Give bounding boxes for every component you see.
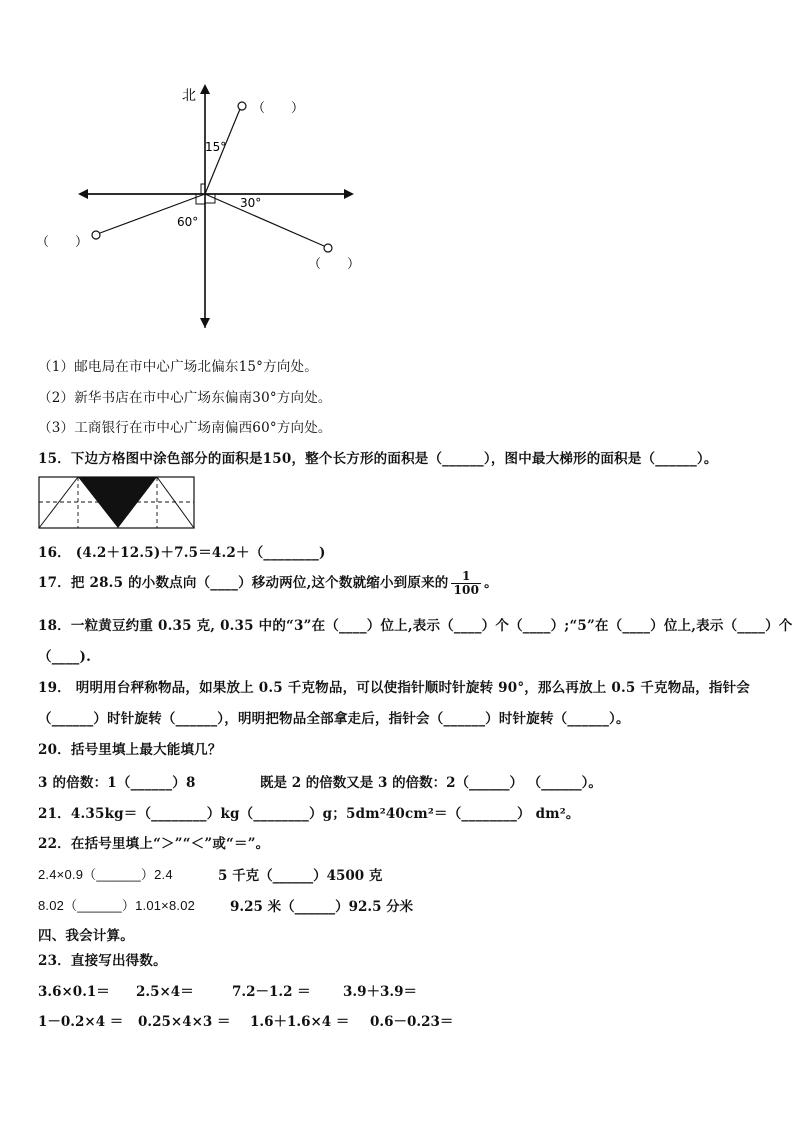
calc-2: 2.5×4＝ xyxy=(136,984,194,1000)
calc-4: 3.9＋3.9＝ xyxy=(343,984,417,1000)
question-22-r2b: 9.25 米（______）92.5 分米 xyxy=(230,899,414,915)
question-22-title: 22．在括号里填上“＞”“＜”或“＝”。 xyxy=(38,836,270,852)
calc-8: 0.6－0.23＝ xyxy=(370,1014,454,1030)
q17-text: 17．把 28.5 的小数点向（____）移动两位,这个数就缩小到原来的 xyxy=(38,575,449,591)
angle-30-label: 30° xyxy=(240,196,262,210)
post-office-blank: （ ） xyxy=(252,101,305,116)
bookstore-blank: （ ） xyxy=(308,257,361,272)
question-21: 21．4.35kg＝（________）kg（________）g；5dm²40cm²＝（________） dm²。 xyxy=(38,806,580,822)
question-20-left: 3 的倍数：1（______）8 xyxy=(38,775,196,791)
calc-7: 1.6＋1.6×4 ＝ xyxy=(250,1014,350,1030)
question-17: 17．把 28.5 的小数点向（____）移动两位,这个数就缩小到原来的 $\frac{1}{100}$ 。 xyxy=(38,569,498,597)
question-22-r1b: 5 千克（______）4500 克 xyxy=(218,868,383,884)
question-16: 16． (4.2＋12.5)＋7.5＝4.2＋（________) xyxy=(38,545,326,561)
question-22-r2a: 8.02（______）1.01×8.02 xyxy=(38,898,196,913)
bank-blank: （ ） xyxy=(36,235,89,250)
question-20-right: 既是 2 的倍数又是 3 的倍数：2（______） （______）。 xyxy=(260,775,602,791)
question-15: 15．下边方格图中涂色部分的面积是150，整个长方形的面积是（______），图中最大梯形的面积是（______）。 xyxy=(38,451,718,467)
question-19-line-2: （______）时针旋转（______），明明把物品全部拿走后，指针会（______）时针旋转（______）。 xyxy=(38,711,630,727)
question-22-r1a: 2.4×0.9（______）2.4 xyxy=(38,867,173,882)
q14-item-1: （1）邮电局在市中心广场北偏东15°方向处。 xyxy=(38,359,318,375)
q14-item-3: （3）工商银行在市中心广场南偏西60°方向处。 xyxy=(38,420,332,436)
angle-60-label: 60° xyxy=(177,215,199,229)
angle-15-label: 15° xyxy=(205,140,227,154)
calc-1: 3.6×0.1＝ xyxy=(38,984,110,1000)
post-office-point xyxy=(238,102,246,110)
trapezoid-grid-figure xyxy=(38,476,196,530)
question-18-line-1: 18．一粒黄豆约重 0.35 克, 0.35 中的“3”在（____）位上,表示（____）个（____）;“5”在（____）位上,表示（____）个 xyxy=(38,618,793,634)
north-label: 北 xyxy=(182,88,196,104)
question-19-line-1: 19． 明明用台秤称物品，如果放上 0.5 千克物品，可以使指针顺时针旋转 90°，那么再放上 0.5 千克物品，指针会 xyxy=(38,680,750,696)
direction-diagram xyxy=(30,78,370,334)
bank-point xyxy=(92,231,100,239)
bookstore-point xyxy=(324,244,332,252)
question-18-line-2: （____). xyxy=(38,649,91,665)
fraction-1-100: $\frac{1}{100}$ xyxy=(453,569,480,597)
question-20-title: 20．括号里填上最大能填几？ xyxy=(38,742,222,758)
question-23-title: 23．直接写出得数。 xyxy=(38,953,167,969)
calc-6: 0.25×4×3 ＝ xyxy=(138,1014,231,1030)
calc-3: 7.2－1.2 ＝ xyxy=(232,984,311,1000)
q14-item-2: （2）新华书店在市中心广场东偏南30°方向处。 xyxy=(38,390,332,406)
calc-5: 1－0.2×4 ＝ xyxy=(38,1014,124,1030)
section-4-heading: 四、我会计算。 xyxy=(38,928,134,944)
